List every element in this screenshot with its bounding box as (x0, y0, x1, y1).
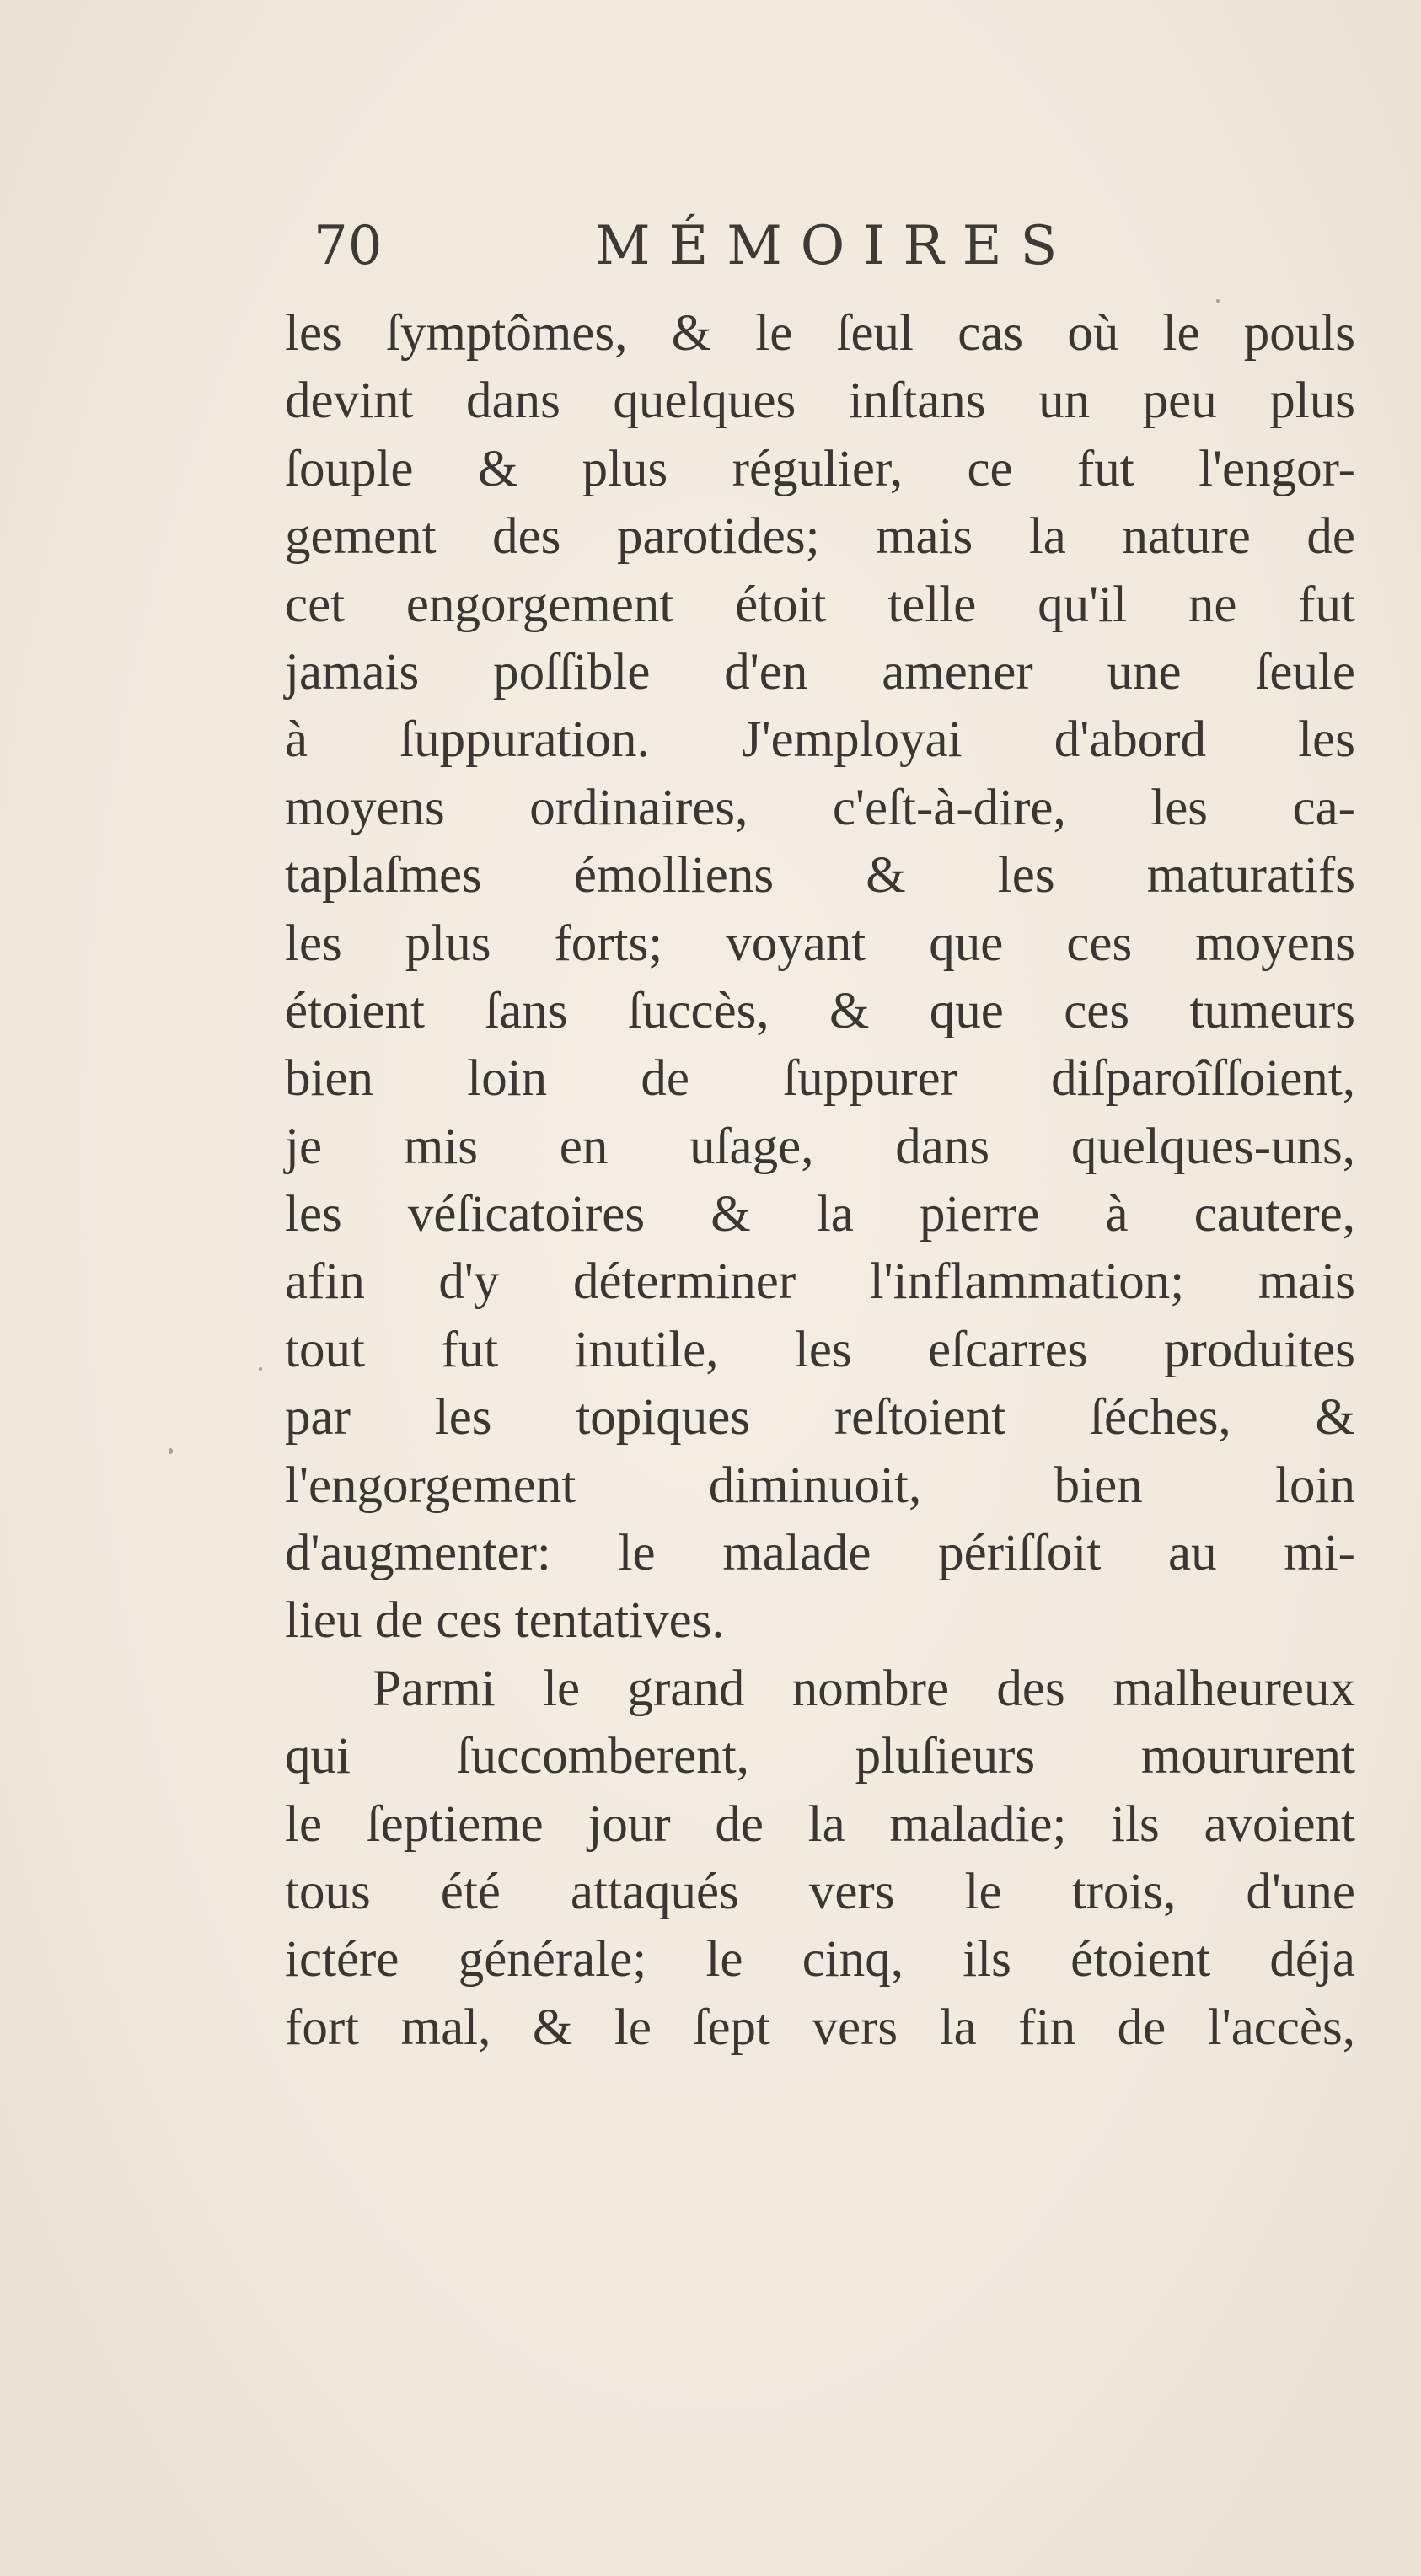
text-line: afin d'y déterminer l'inflammation; mais (285, 1253, 1355, 1311)
text-line: ictére générale; le cinq, ils étoient déja (285, 1931, 1355, 1988)
text-line: les ſymptômes, & le ſeul cas où le pouls (285, 305, 1355, 362)
text-line: l'engorgement diminuoit, bien loin (285, 1457, 1355, 1514)
text-line: les véſicatoires & la pierre à cautere, (285, 1186, 1355, 1243)
paper-speck (1216, 299, 1220, 303)
text-line: devint dans quelques inſtans un peu plus (285, 373, 1355, 430)
text-line: les plus forts; voyant que ces moyens (285, 915, 1355, 972)
body-text (285, 300, 1355, 2062)
text-line: à ſuppuration. J'employai d'abord les (285, 711, 1355, 769)
paper-speck (259, 1367, 262, 1371)
text-line: ſouple & plus régulier, ce fut l'engor- (285, 440, 1355, 497)
text-line: tous été attaqués vers le trois, d'une (285, 1863, 1355, 1920)
text-line: cet engorgement étoit telle qu'il ne fut (285, 576, 1355, 633)
text-line: je mis en uſage, dans quelques-uns, (285, 1118, 1355, 1175)
running-title: MÉMOIRES (595, 215, 1076, 277)
text-line: Parmi le grand nombre des malheureux (373, 1660, 1355, 1717)
text-line: étoient ſans ſuccès, & que ces tumeurs (285, 982, 1355, 1039)
page-number: 70 (314, 215, 383, 277)
text-line: gement des parotides; mais la nature de (285, 508, 1355, 566)
text-line: par les topiques reſtoient ſéches, & (285, 1389, 1355, 1446)
text-line: moyens ordinaires, c'eſt-à-dire, les ca- (285, 779, 1355, 836)
text-line: jamais poſſible d'en amener une ſeule (285, 643, 1355, 700)
text-line: d'augmenter: le malade périſſoit au mi- (285, 1525, 1355, 1582)
text-line: le ſeptieme jour de la maladie; ils avoient (285, 1795, 1355, 1853)
text-line: taplaſmes émolliens & les maturatifs (285, 847, 1355, 904)
text-line: qui ſuccomberent, pluſieurs moururent (285, 1728, 1355, 1785)
running-head (314, 212, 1156, 280)
text-line: tout fut inutile, les eſcarres produites (285, 1321, 1355, 1378)
paper-speck (169, 1448, 173, 1454)
text-line: fort mal, & le ſept vers la fin de l'accès, (285, 1999, 1355, 2056)
text-line: lieu de ces tentatives. (285, 1592, 725, 1650)
text-line: bien loin de ſuppurer diſparoîſſoient, (285, 1050, 1355, 1108)
